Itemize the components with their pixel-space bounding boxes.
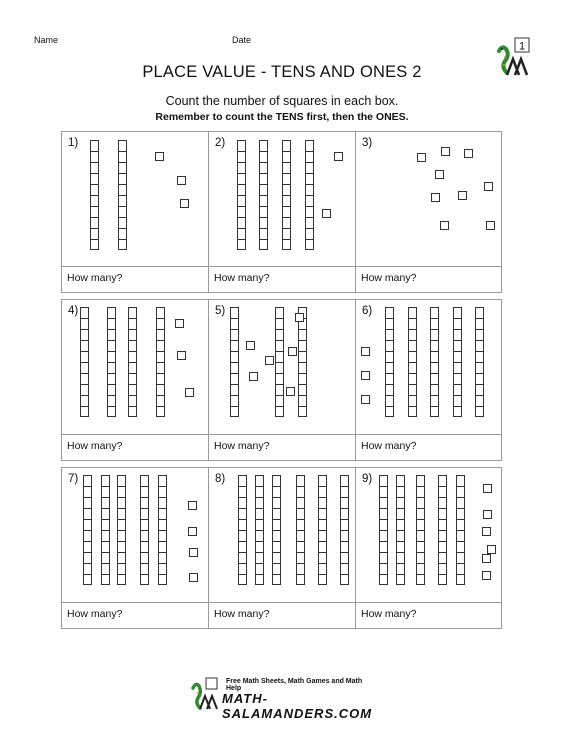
ones-square — [441, 147, 450, 156]
ones-square — [435, 170, 444, 179]
date-label: Date — [232, 35, 252, 45]
question-number: 7) — [68, 473, 79, 485]
ones-square — [177, 351, 186, 360]
tens-column — [118, 140, 127, 250]
tens-column — [238, 475, 247, 585]
how-many-prompt[interactable]: How many? — [361, 440, 417, 452]
tens-column — [107, 307, 116, 417]
how-many-prompt[interactable]: How many? — [67, 272, 123, 284]
tens-column — [158, 475, 167, 585]
ones-square — [189, 548, 198, 557]
question-cell-1 — [62, 132, 209, 294]
ones-square — [177, 176, 186, 185]
logo-badge: 1 — [518, 40, 526, 53]
question-number: 9) — [362, 473, 373, 485]
tens-column — [456, 475, 465, 585]
tens-column — [128, 307, 137, 417]
tens-column — [385, 307, 394, 417]
tens-column — [140, 475, 149, 585]
question-number: 5) — [215, 305, 226, 317]
question-cell-7 — [62, 468, 209, 630]
instruction-line-2: Remember to count the TENS first, then the ONES. — [155, 111, 409, 123]
how-many-prompt[interactable]: How many? — [67, 440, 123, 452]
tens-column — [156, 307, 165, 417]
question-cell-8 — [209, 468, 356, 630]
tens-column — [237, 140, 246, 250]
question-cell-9 — [356, 468, 503, 630]
tens-column — [379, 475, 388, 585]
tens-column — [475, 307, 484, 417]
how-many-prompt[interactable]: How many? — [361, 272, 417, 284]
tens-column — [272, 475, 281, 585]
ones-square — [482, 554, 491, 563]
ones-square — [482, 527, 491, 536]
ones-square — [483, 484, 492, 493]
question-number: 1) — [68, 137, 79, 149]
ones-square — [180, 199, 189, 208]
question-cell-6 — [356, 300, 503, 462]
question-row-2 — [61, 299, 502, 461]
how-many-prompt[interactable]: How many? — [67, 608, 123, 620]
footer-logo — [188, 676, 378, 721]
ones-square — [361, 347, 370, 356]
tens-column — [305, 140, 314, 250]
tens-column — [296, 475, 305, 585]
how-many-prompt[interactable]: How many? — [214, 440, 270, 452]
question-row-3 — [61, 467, 502, 629]
tens-column — [117, 475, 126, 585]
ones-square — [175, 319, 184, 328]
question-number: 4) — [68, 305, 79, 317]
tens-column — [438, 475, 447, 585]
ones-square — [188, 501, 197, 510]
tens-column — [80, 307, 89, 417]
question-number: 8) — [215, 473, 226, 485]
question-number: 3) — [362, 137, 373, 149]
ones-square — [322, 209, 331, 218]
tens-column — [396, 475, 405, 585]
ones-square — [417, 153, 426, 162]
ones-square — [464, 149, 473, 158]
ones-square — [486, 221, 495, 230]
question-cell-3 — [356, 132, 503, 294]
ones-square — [431, 193, 440, 202]
ones-square — [361, 395, 370, 404]
tens-column — [255, 475, 264, 585]
ones-square — [458, 191, 467, 200]
ones-square — [483, 510, 492, 519]
ones-square — [288, 347, 297, 356]
tens-column — [90, 140, 99, 250]
question-cell-5 — [209, 300, 356, 462]
ones-square — [155, 152, 164, 161]
tens-column — [230, 307, 239, 417]
tens-column — [259, 140, 268, 250]
ones-square — [185, 388, 194, 397]
ones-square — [189, 573, 198, 582]
ones-square — [265, 356, 274, 365]
ones-square — [246, 341, 255, 350]
ones-square — [188, 527, 197, 536]
tens-column — [101, 475, 110, 585]
ones-square — [249, 372, 258, 381]
worksheet-title: PLACE VALUE - TENS AND ONES 2 — [142, 63, 422, 81]
tens-column — [275, 307, 284, 417]
question-cell-4 — [62, 300, 209, 462]
footer-tagline: Free Math Sheets, Math Games and Math Help — [226, 678, 363, 692]
tens-column — [453, 307, 462, 417]
tens-column — [318, 475, 327, 585]
question-row-1 — [61, 131, 502, 293]
ones-square — [482, 571, 491, 580]
footer-brand: MATH-SALAMANDERS.COM — [222, 691, 373, 721]
ones-square — [334, 152, 343, 161]
tens-column — [430, 307, 439, 417]
how-many-prompt[interactable]: How many? — [214, 608, 270, 620]
ones-square — [361, 371, 370, 380]
ones-square — [487, 545, 496, 554]
tens-column — [340, 475, 349, 585]
tens-column — [83, 475, 92, 585]
tens-column — [298, 307, 307, 417]
tens-column — [416, 475, 425, 585]
tens-column — [282, 140, 291, 250]
ones-square — [484, 182, 493, 191]
question-number: 2) — [215, 137, 226, 149]
tens-column — [408, 307, 417, 417]
how-many-prompt[interactable]: How many? — [361, 608, 417, 620]
how-many-prompt[interactable]: How many? — [214, 272, 270, 284]
question-cell-2 — [209, 132, 356, 294]
instruction-line-1: Count the number of squares in each box. — [165, 94, 399, 108]
name-label: Name — [34, 35, 59, 45]
question-number: 6) — [362, 305, 373, 317]
ones-square — [440, 221, 449, 230]
ones-square — [286, 387, 295, 396]
footer-salamander-icon — [188, 676, 222, 710]
ones-square — [295, 313, 304, 322]
